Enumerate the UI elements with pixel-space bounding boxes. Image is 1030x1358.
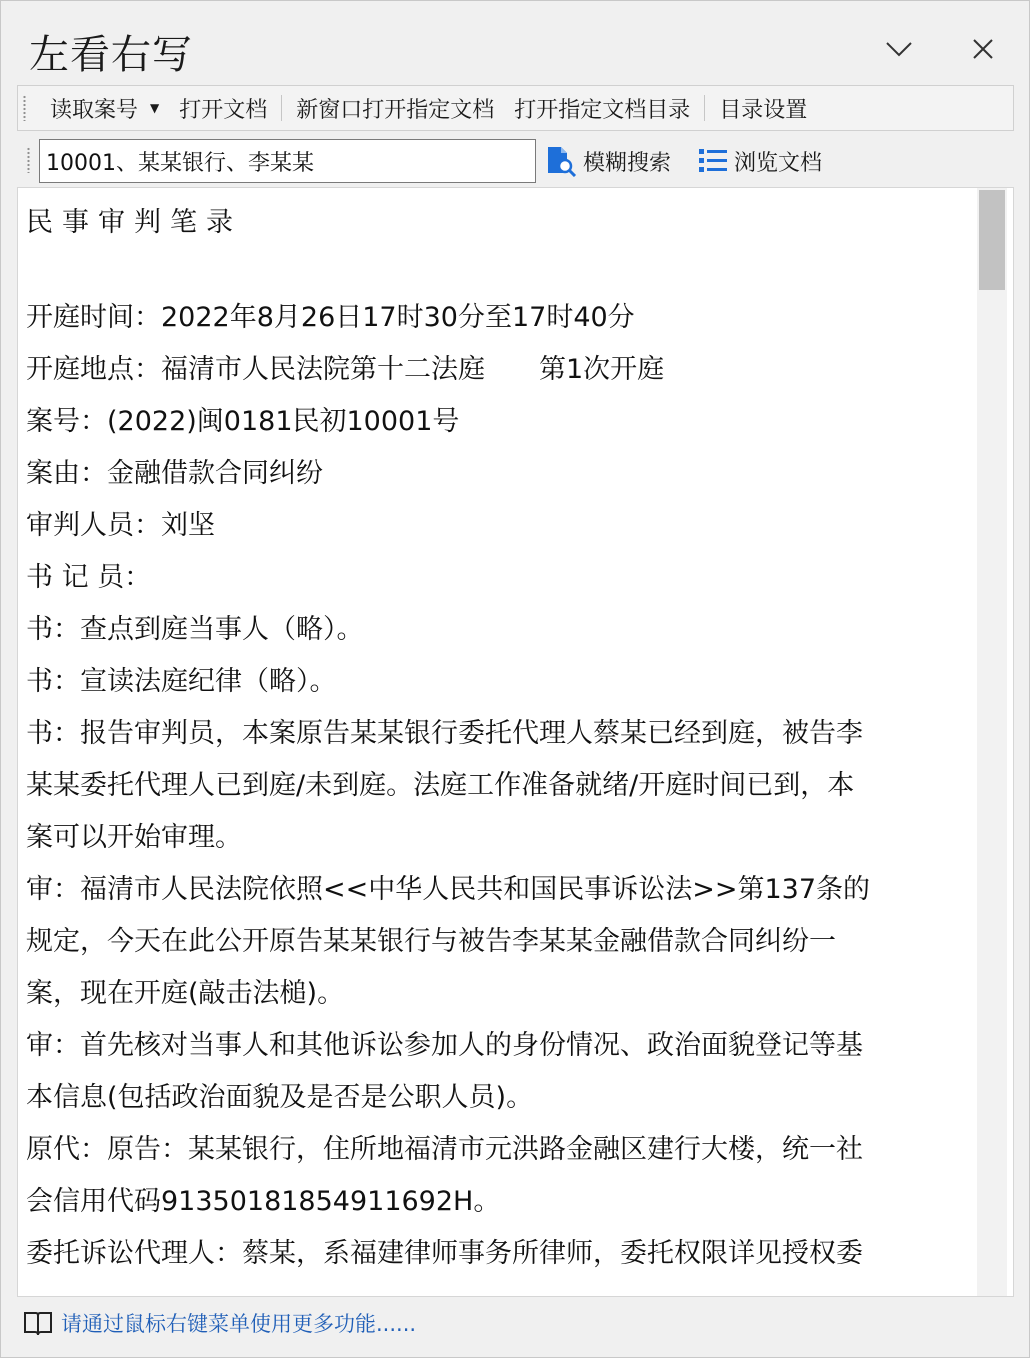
dir-settings-button[interactable]: 目录设置: [719, 97, 808, 123]
doc-line: 某某委托代理人已到庭/未到庭。法庭工作准备就绪/开庭时间已到，本: [26, 770, 855, 801]
chevron-down-icon: [885, 40, 913, 58]
title-bar: [1, 1, 1030, 81]
doc-line: 书：报告审判员，本案原告某某银行委托代理人蔡某已经到庭，被告李: [26, 718, 863, 749]
doc-line: 案由：金融借款合同纠纷: [26, 458, 323, 489]
document-lines: [26, 292, 971, 1280]
doc-line: 审：首先核对当事人和其他诉讼参加人的身份情况、政治面貌登记等基: [26, 1030, 863, 1061]
close-icon: [972, 38, 994, 60]
doc-line: 开庭时间：2022年8月26日17时30分至17时40分: [26, 302, 635, 333]
doc-line: 开庭地点：福清市人民法院第十二法庭 第1次开庭: [26, 354, 665, 385]
read-case-label: 读取案号: [50, 97, 139, 123]
context-menu-hint-link[interactable]: 请通过鼠标右键菜单使用更多功能......: [61, 1312, 417, 1336]
browse-doc-label: 浏览文档: [734, 150, 823, 176]
doc-line: 书 记 员：: [26, 562, 152, 593]
fuzzy-search-button[interactable]: [545, 143, 671, 179]
doc-line: 会信用代码91350181854911692H。: [26, 1186, 501, 1217]
doc-line: 案可以开始审理。: [26, 822, 242, 853]
document-title: 民事审判笔录: [26, 207, 242, 238]
blank-line: [26, 240, 971, 292]
document-text: [26, 188, 971, 1280]
doc-line: 原代：原告：某某银行，住所地福清市元洪路金融区建行大楼，统一社: [26, 1134, 863, 1165]
browse-doc-button[interactable]: [698, 143, 822, 179]
doc-line: 案，现在开庭(敲击法槌)。: [26, 978, 345, 1009]
doc-line: 本信息(包括政治面貌及是否是公职人员)。: [26, 1082, 534, 1113]
toolbar-separator: [704, 95, 705, 121]
doc-line: 案号：(2022)闽0181民初10001号: [26, 406, 460, 437]
collapse-button[interactable]: [879, 29, 919, 69]
search-input[interactable]: [39, 139, 536, 183]
doc-line: 审：福清市人民法院依照<<中华人民共和国民事诉讼法>>第137条的: [26, 874, 871, 905]
dropdown-arrow-icon: ▼: [150, 101, 160, 115]
doc-line: 规定，今天在此公开原告某某银行与被告李某某金融借款合同纠纷一: [26, 926, 836, 957]
open-new-window-button[interactable]: 新窗口打开指定文档: [296, 97, 495, 123]
document-view[interactable]: [17, 187, 1014, 1297]
open-doc-button[interactable]: 打开文档: [179, 97, 268, 123]
toolbar-separator: [281, 95, 282, 121]
read-case-button[interactable]: [40, 86, 169, 130]
doc-line: 审判人员：刘坚: [26, 510, 215, 541]
scrollbar-thumb[interactable]: [979, 190, 1005, 290]
toolbar-grip[interactable]: [23, 95, 26, 121]
search-toolbar: [17, 135, 1014, 189]
book-icon: [23, 1309, 53, 1337]
vertical-scrollbar[interactable]: [977, 188, 1007, 1296]
main-toolbar: [17, 85, 1014, 131]
doc-line: 委托诉讼代理人：蔡某，系福建律师事务所律师，委托权限详见授权委: [26, 1238, 863, 1269]
doc-line: 书：宣读法庭纪律（略）。: [26, 666, 337, 697]
fuzzy-search-label: 模糊搜索: [583, 150, 672, 176]
doc-line: 书：查点到庭当事人（略）。: [26, 614, 364, 645]
file-search-icon: [545, 145, 577, 177]
app-title: 左看右写: [29, 32, 193, 78]
status-bar: [17, 1301, 1014, 1345]
toolbar-grip[interactable]: [27, 147, 30, 173]
list-icon: [698, 147, 728, 175]
close-button[interactable]: [963, 29, 1003, 69]
open-doc-dir-button[interactable]: 打开指定文档目录: [514, 97, 691, 123]
